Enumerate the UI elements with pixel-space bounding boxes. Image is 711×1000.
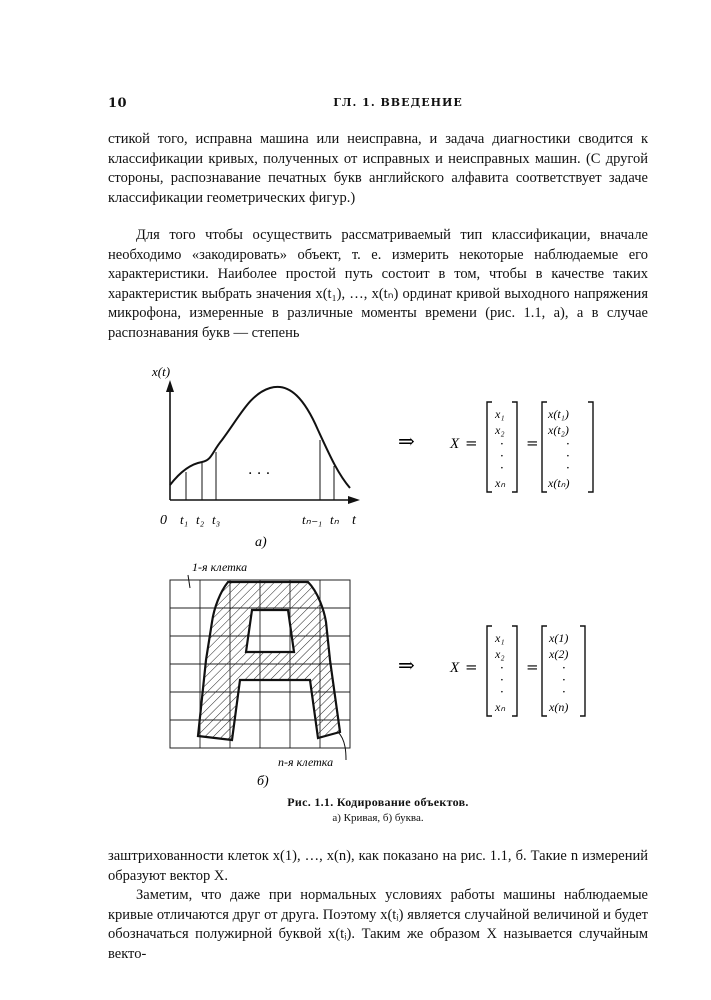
vector-dot: · xyxy=(500,437,504,451)
right-bracket xyxy=(512,626,517,716)
paragraph-1 xyxy=(108,130,648,208)
page-header xyxy=(108,96,648,116)
paragraph-2 xyxy=(108,226,648,344)
equals-sign: = xyxy=(526,658,539,676)
vector-dot: · xyxy=(500,461,504,475)
vector-entry: xₙ xyxy=(495,700,506,714)
paragraph-4-text: Заметим, что даже при нормальных условиях работы машины наблюдаемые кривые отличаются друг от друга. Поэтому x(tᵢ) является случайной величиной и будет обозначаться полужирной буквой x(tᵢ). Таким же образом X называется случайным векто- xyxy=(108,887,648,962)
vector-dot: · xyxy=(500,661,504,675)
vector-dot: · xyxy=(562,685,566,699)
paragraph-3-text: заштрихованности клеток x(1), …, x(n), как показано на рис. 1.1, б. Такие n измерений образуют вектор X. xyxy=(108,848,648,884)
vector-entry: x₂ xyxy=(495,423,505,437)
y-axis-label: x(t) xyxy=(152,364,171,379)
implication-arrow: ⇒ xyxy=(398,653,415,677)
panel-a-vectors xyxy=(398,402,593,492)
vector-value: x(1) xyxy=(549,631,569,645)
x-axis-label: t xyxy=(352,513,356,528)
panel-a-label: а) xyxy=(255,535,267,550)
panel-b-label: б) xyxy=(257,774,269,789)
paragraph-2-text: Для того чтобы осуществить рассматриваемый тип классификации, вначале необходимо «закодировать» объект, т. е. измерить некоторые наблюдаемые его характеристики. Наиболее простой путь состоит в том, чтобы в качестве таких характеристик выбрать значения x(t₁), …, x(tₙ) ординат кривой выходного напряжения микрофона, измеренные в различные моменты времени (рис. 1.1, a), а в случае распознавания букв — степень xyxy=(108,227,648,341)
vector-dot: · xyxy=(562,673,566,687)
panel-a-plot xyxy=(151,364,360,550)
page-number: 10 xyxy=(108,96,128,111)
vector-dot: · xyxy=(566,461,570,475)
origin-label: 0 xyxy=(160,513,167,528)
figure-caption xyxy=(108,795,648,824)
caption-subtitle: а) Кривая, б) буква. xyxy=(332,812,424,824)
right-bracket xyxy=(512,402,517,492)
caption-title: Рис. 1.1. Кодирование объектов. xyxy=(287,795,469,809)
x-axis-arrow xyxy=(348,496,360,504)
vector-value: x(t₂) xyxy=(548,423,569,437)
first-cell-label: 1-я клетка xyxy=(192,560,248,574)
paragraph-4 xyxy=(108,886,648,964)
vector-value: x(n) xyxy=(549,700,569,714)
vector-entry: x₁ xyxy=(495,407,505,421)
vector-name: X xyxy=(450,436,460,452)
vector-entry: x₁ xyxy=(495,631,505,645)
paragraph-3 xyxy=(108,847,648,886)
panel-b-grid xyxy=(170,560,350,789)
right-bracket xyxy=(580,626,585,716)
vector-dot: · xyxy=(500,449,504,463)
vector-dot: · xyxy=(500,673,504,687)
right-bracket xyxy=(588,402,593,492)
running-title: ГЛ. 1. ВВЕДЕНИЕ xyxy=(333,96,463,109)
tick-label: tₙ₋₁ xyxy=(302,512,323,527)
y-axis-arrow xyxy=(166,380,174,392)
vector-value: x(2) xyxy=(549,647,569,661)
tick-label: t₁ xyxy=(180,512,189,527)
left-bracket xyxy=(542,626,547,716)
figure-1-1 xyxy=(140,360,620,800)
tick-label: t₂ xyxy=(196,512,205,527)
vector-entry: xₙ xyxy=(495,476,506,490)
vector-dot: · xyxy=(566,449,570,463)
equals-sign: = xyxy=(465,434,478,452)
tick-label: tₙ xyxy=(330,512,339,527)
last-cell-label: n-я клетка xyxy=(278,755,334,769)
ellipsis: · · · xyxy=(248,466,271,482)
panel-b-vectors xyxy=(398,626,585,716)
vector-value: x(tₙ) xyxy=(548,476,570,490)
equals-sign: = xyxy=(465,658,478,676)
vector-entry: x₂ xyxy=(495,647,505,661)
vector-value: x(t₁) xyxy=(548,407,569,421)
vector-dot: · xyxy=(500,685,504,699)
paragraph-1-text: стикой того, исправна машина или неисправна, и задача диагностики сводится к классификации кривых, полученных от исправных и неисправных машин. (С другой стороны, распознавание печатных букв английского алфавита соответствует задаче классификации геометрических фигур.) xyxy=(108,131,648,206)
vector-dot: · xyxy=(562,661,566,675)
left-bracket xyxy=(487,402,492,492)
vector-dot: · xyxy=(566,437,570,451)
left-bracket xyxy=(542,402,547,492)
left-bracket xyxy=(487,626,492,716)
tick-label: t₃ xyxy=(212,512,221,527)
equals-sign: = xyxy=(526,434,539,452)
vector-name: X xyxy=(450,660,460,676)
implication-arrow: ⇒ xyxy=(398,429,415,453)
figure-drawing xyxy=(140,360,620,800)
